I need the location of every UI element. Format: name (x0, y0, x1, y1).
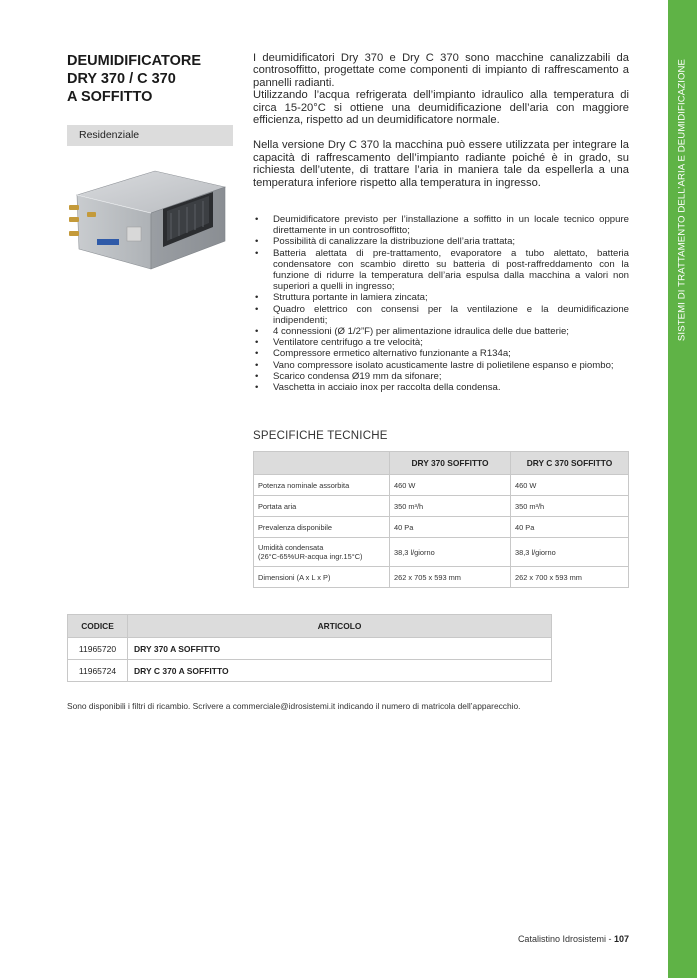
bullet-icon: • (255, 359, 259, 371)
spec-value: 38,3 l/giorno (390, 538, 511, 567)
spec-label (254, 538, 390, 567)
spec-value: 350 m³/h (511, 496, 629, 517)
feature-item: • Possibilità di canalizzare la distribuzione dell’aria trattata; (255, 236, 516, 248)
spec-value: 262 x 705 x 593 mm (390, 567, 511, 588)
page-footer (500, 934, 629, 944)
table-row (68, 660, 552, 682)
bullet-icon: • (255, 382, 259, 394)
spec-value: 40 Pa (511, 517, 629, 538)
bullet-icon: • (255, 370, 259, 382)
bullet-icon: • (255, 303, 259, 315)
spec-value: 40 Pa (390, 517, 511, 538)
bullet-icon: • (255, 337, 259, 349)
specs-header-dryc370: DRY C 370 SOFFITTO (511, 452, 629, 475)
bullet-icon: • (255, 348, 259, 360)
table-row (254, 517, 629, 538)
spec-label-line-2: (26°C-65%UR-acqua ingr.15°C) (258, 552, 363, 561)
specs-header-dry370: DRY 370 SOFFITTO (390, 452, 511, 475)
spec-value: 460 W (390, 475, 511, 496)
specs-header-row (254, 452, 629, 475)
feature-item: • Scarico condensa Ø19 mm da sifonare; (255, 370, 442, 382)
bullet-icon: • (255, 236, 259, 248)
feature-item: • Vaschetta in acciaio inox per raccolta della condensa. (255, 382, 501, 394)
description-paragraph-3: Nella versione Dry C 370 la macchina può essere utilizzata per integrare la capacità di raffrescamento dell’impianto radiante poiché è in grado, su richiesta dell’utente, di trattare l’aria in maniera tale da espellerla a una temperatura inferiore rispetto alla temperatura in ingresso. (253, 139, 629, 189)
spec-label: Portata aria (254, 496, 390, 517)
spec-value: 460 W (511, 475, 629, 496)
description-paragraph-2: Utilizzando l’acqua refrigerata dell’impianto idraulico alla temperatura di circa 15-20°C si ottiene una deumidificazione dell’aria con maggiore efficienza, rispetto ad un deumidificatore normale. (253, 89, 629, 127)
title-line-2: DRY 370 / C 370 (67, 71, 176, 87)
section-side-label: SISTEMI DI TRATTAMENTO DELL’ARIA E DEUMIDIFICAZIONE (676, 58, 688, 342)
specs-header-blank (254, 452, 390, 475)
spare-filters-note: Sono disponibili i filtri di ricambio. Scrivere a commerciale@idrosistemi.it indicando il numero di matricola dell’apparecchio. (67, 701, 521, 711)
catalog-name: Catalistino Idrosistemi - (517, 934, 614, 944)
table-row (254, 567, 629, 588)
feature-item: • Compressore ermetico alternativo funzionante a R134a; (255, 348, 511, 360)
product-title (67, 52, 242, 106)
page-number: 107 (613, 934, 629, 944)
product-description (253, 52, 629, 189)
feature-list (253, 214, 629, 393)
feature-item: • 4 connessioni (Ø 1/2”F) per alimentazione idraulica delle due batterie; (255, 326, 569, 338)
specs-table (253, 451, 629, 588)
spec-label: Prevalenza disponibile (254, 517, 390, 538)
bullet-icon: • (255, 214, 259, 225)
codes-table (67, 614, 552, 682)
feature-item: • Ventilatore centrifugo a tre velocità; (255, 337, 423, 349)
spec-value: 350 m³/h (390, 496, 511, 517)
product-article: DRY C 370 A SOFFITTO (128, 660, 552, 682)
feature-item: • Vano compressore isolato acusticamente lastre di polietilene espanso e piombo; (255, 359, 614, 371)
feature-item: • Deumidificatore previsto per l’installazione a soffitto in un locale tecnico oppure direttamente in un controsoffitto; (255, 214, 629, 237)
description-paragraph-1: I deumidificatori Dry 370 e Dry C 370 sono macchine canalizzabili da controsoffitto, progettate come componenti di impianto di raffrescamento a pannelli radianti. (253, 52, 629, 89)
table-row (68, 638, 552, 660)
product-code: 11965720 (68, 638, 128, 660)
bullet-icon: • (255, 247, 259, 259)
spec-value: 262 x 700 x 593 mm (511, 567, 629, 588)
feature-item: • Batteria alettata di pre-trattamento, evaporatore a tubo alettato, batteria condensatore con scambio diretto su batteria di post-raffreddamento con la funzione di ridurre la temperatura dell’aria espulsa dalla macchina a valori non superiori a quelli in ingresso; (255, 247, 629, 293)
feature-item: • Quadro elettrico con consensi per la ventilazione e la deumidificazione indipendenti; (255, 303, 629, 326)
spec-label: Potenza nominale assorbita (254, 475, 390, 496)
table-row (254, 475, 629, 496)
product-code: 11965724 (68, 660, 128, 682)
spec-value: 38,3 l/giorno (511, 538, 629, 567)
bullet-icon: • (255, 326, 259, 338)
product-article: DRY 370 A SOFFITTO (128, 638, 552, 660)
category-badge: Residenziale (67, 125, 233, 146)
product-image (67, 165, 233, 273)
bullet-icon: • (255, 292, 259, 304)
codes-header-row (68, 615, 552, 638)
table-row (254, 538, 629, 567)
title-line-1: DEUMIDIFICATORE (67, 53, 201, 69)
codes-header-code: CODICE (68, 615, 128, 638)
title-line-3: A SOFFITTO (67, 89, 153, 105)
codes-header-article: ARTICOLO (128, 615, 552, 638)
spec-label: Dimensioni (A x L x P) (254, 567, 390, 588)
specs-heading: SPECIFICHE TECNICHE (253, 430, 388, 442)
table-row (254, 496, 629, 517)
spec-label-line-1: Umidità condensata (258, 543, 324, 552)
feature-item: • Struttura portante in lamiera zincata; (255, 292, 428, 304)
